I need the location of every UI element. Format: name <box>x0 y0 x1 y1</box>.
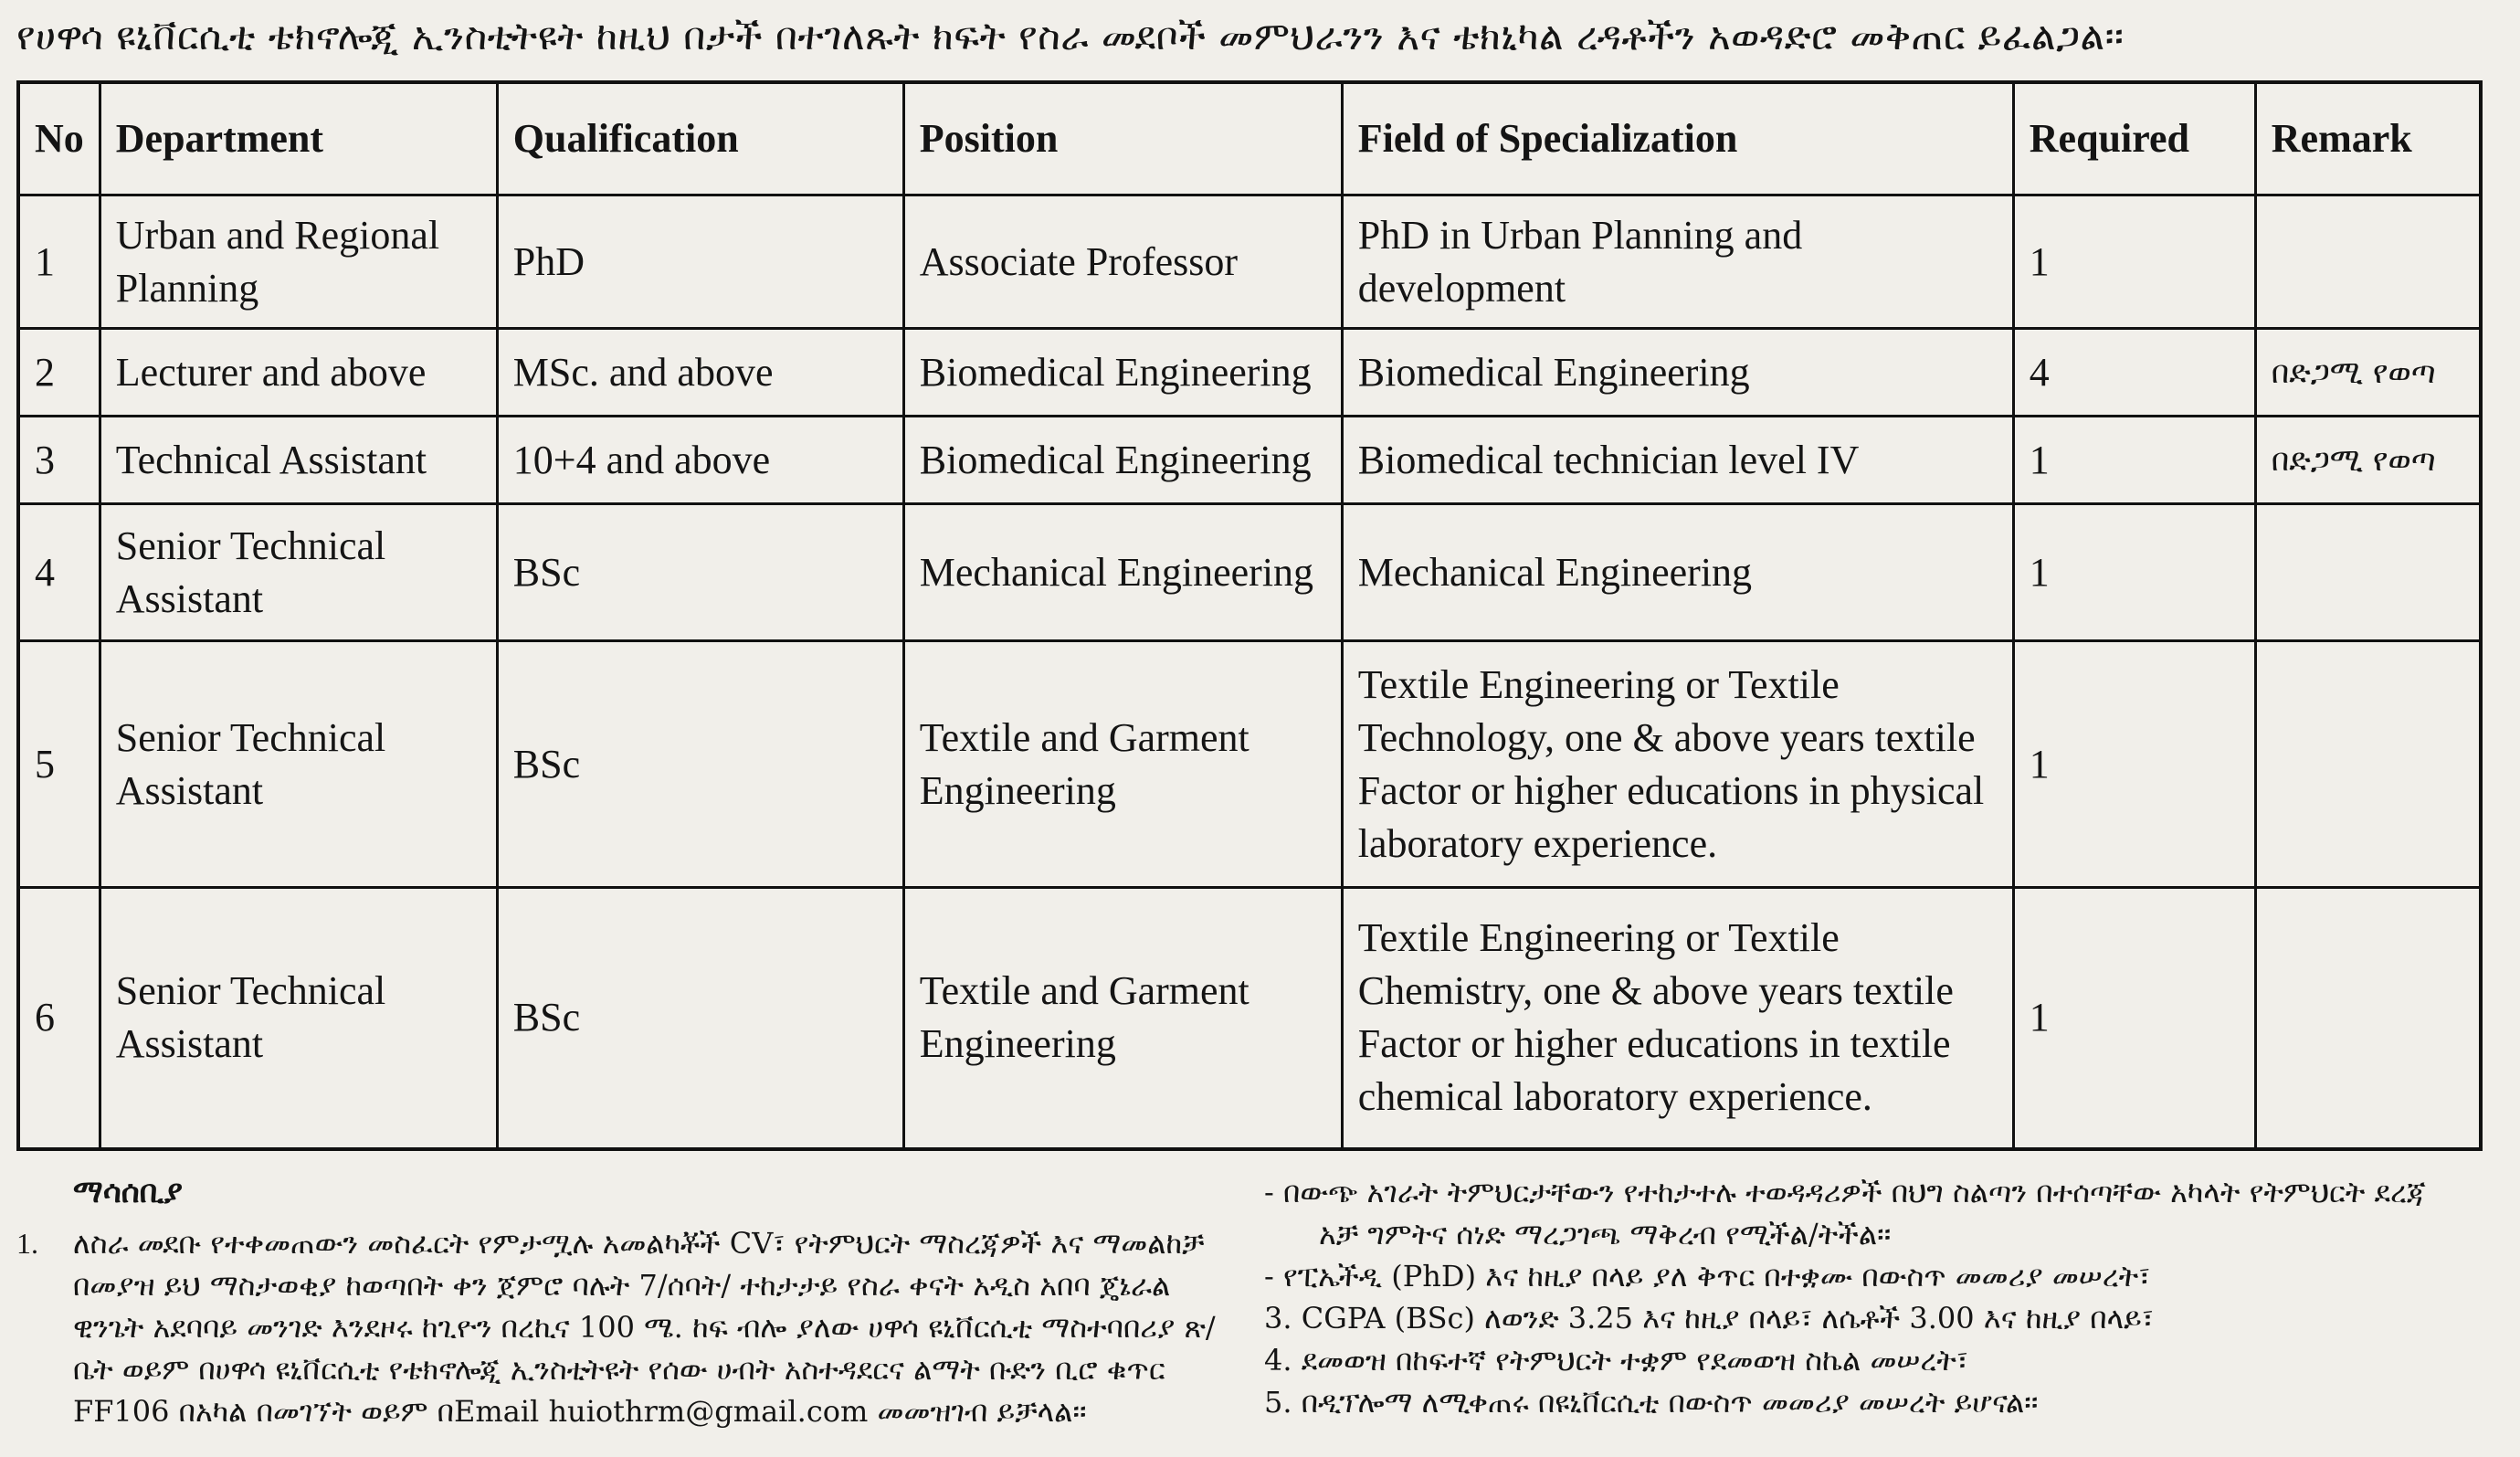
cell-position: Biomedical Engineering <box>903 417 1342 504</box>
header-qualification: Qualification <box>497 82 903 195</box>
cell-remark <box>2255 504 2481 641</box>
header-remark: Remark <box>2255 82 2481 195</box>
table-header-row <box>18 82 2481 195</box>
note-line: አቻ ግምትና ሰነድ ማረጋገጫ ማቅረብ የሚችል/ትችል፡፡ <box>1319 1217 1892 1251</box>
header-field-of-specialization: Field of Specialization <box>1342 82 2013 195</box>
cell-required: 4 <box>2013 329 2255 417</box>
cell-remark: በድጋሚ የወጣ <box>2255 329 2481 417</box>
cell-required: 1 <box>2013 888 2255 1149</box>
cell-position: Mechanical Engineering <box>903 504 1342 641</box>
cell-field: Mechanical Engineering <box>1342 504 2013 641</box>
notes-title: ማሳሰቢያ <box>73 1174 183 1210</box>
note-line: 3. CGPA (BSc) ለወንድ 3.25 እና ከዚያ በላይ፣ ለሴቶች 3.00 እና ከዚያ በላይ፣ <box>1264 1301 2154 1336</box>
note-line: 5. በዲፕሎማ ለሚቀጠሩ በዩኒቨርሲቲ በውስጥ መመሪያ መሠረት ይሆናል፡፡ <box>1264 1385 2039 1420</box>
table-row <box>18 417 2481 504</box>
cell-required: 1 <box>2013 195 2255 329</box>
cell-no: 4 <box>18 504 100 641</box>
note-item-number: 1. <box>16 1227 38 1260</box>
vacancy-table <box>16 80 2483 1151</box>
cell-department: Lecturer and above <box>100 329 497 417</box>
cell-required: 1 <box>2013 417 2255 504</box>
cell-position: Associate Professor <box>903 195 1342 329</box>
cell-qualification: BSc <box>497 504 903 641</box>
cell-remark: በድጋሚ የወጣ <box>2255 417 2481 504</box>
cell-qualification: 10+4 and above <box>497 417 903 504</box>
cell-department: Senior Technical Assistant <box>100 641 497 888</box>
cell-qualification: MSc. and above <box>497 329 903 417</box>
header-position: Position <box>903 82 1342 195</box>
table-row <box>18 641 2481 888</box>
cell-position: Biomedical Engineering <box>903 329 1342 417</box>
cell-no: 2 <box>18 329 100 417</box>
cell-no: 1 <box>18 195 100 329</box>
cell-no: 5 <box>18 641 100 888</box>
cell-remark <box>2255 195 2481 329</box>
cell-qualification: BSc <box>497 888 903 1149</box>
cell-field: Textile Engineering or Textile Technology, one & above years textile Factor or higher educations in physical laboratory experience. <box>1342 641 2013 888</box>
cell-department: Urban and Regional Planning <box>100 195 497 329</box>
cell-qualification: PhD <box>497 195 903 329</box>
cell-no: 6 <box>18 888 100 1149</box>
notes-section <box>16 1171 1240 1432</box>
cell-remark <box>2255 888 2481 1149</box>
cell-department: Senior Technical Assistant <box>100 888 497 1149</box>
cell-required: 1 <box>2013 504 2255 641</box>
note-line: - በውጭ አገራት ትምህርታቸውን የተከታተሉ ተወዳዳሪዎች በህግ ስልጣን በተሰጣቸው አካላት የትምህርት ደረጃ <box>1264 1175 2426 1209</box>
cell-department: Senior Technical Assistant <box>100 504 497 641</box>
header-no: No <box>18 82 100 195</box>
table-row <box>18 504 2481 641</box>
cell-position: Textile and Garment Engineering <box>903 888 1342 1149</box>
cell-field: Textile Engineering or Textile Chemistry, one & above years textile Factor or higher educations in textile chemical laboratory experience. <box>1342 888 2013 1149</box>
header-department: Department <box>100 82 497 195</box>
table-row <box>18 888 2481 1149</box>
cell-department: Technical Assistant <box>100 417 497 504</box>
cell-no: 3 <box>18 417 100 504</box>
header-required: Required <box>2013 82 2255 195</box>
note-item-text: ለስራ መደቡ የተቀመጠውን መስፈርት የምታሟሉ አመልካቾች CV፣ የትምህርት ማስረጃዎች እና ማመልከቻ በመያዝ ይህ ማስታወቂያ ከወጣበት ቀን ጀምሮ ባሉት 7/ሰባት/ ተከታታይ የስራ ቀናት አዲስ አበባ ጄኔራል ዊንጌት አደባባይ መንገድ እንደዞሩ ከጊዮን በረኪና 100 ሜ. ከፍ ብሎ ያለው ሀዋሳ ዩኒቨርሲቲ ማስተባበሪያ ጽ/ቤት ወይም በሀዋሳ ዩኒቨርሲቲ የቴክኖሎጂ ኢንስቲትዩት የሰው ሀብት አስተዳደርና ልማት ቡድን ቢሮ ቁጥር FF106 በአካል በመገኘት ወይም በEmail huiothrm@gmail.com መመዝገብ ይቻላል፡፡ <box>73 1226 1216 1429</box>
table-row <box>18 195 2481 329</box>
cell-field: Biomedical technician level IV <box>1342 417 2013 504</box>
cell-remark <box>2255 641 2481 888</box>
table-row <box>18 329 2481 417</box>
cell-required: 1 <box>2013 641 2255 888</box>
cell-qualification: BSc <box>497 641 903 888</box>
notes-right-column <box>1264 1171 2488 1423</box>
cell-field: Biomedical Engineering <box>1342 329 2013 417</box>
cell-position: Textile and Garment Engineering <box>903 641 1342 888</box>
note-item <box>16 1222 1240 1432</box>
note-line: 4. ደመወዝ በከፍተኛ የትምህርት ተቋም የደመወዝ ስኬል መሠረት፣ <box>1264 1343 1969 1378</box>
cell-field: PhD in Urban Planning and development <box>1342 195 2013 329</box>
advertisement-headline: የሀዋሳ ዩኒቨርሲቲ ቴክኖሎጂ ኢንስቲትዩት ከዚህ በታች በተገለጹት ክፍት የስራ መደቦች መምህራንን እና ቴክኒካል ረዳቶችን አወዳድሮ መቅጠር ይፈልጋል፡፡ <box>16 14 2125 58</box>
note-line: - የፒኤችዲ (PhD) እና ከዚያ በላይ ያለ ቅጥር በተቋሙ በውስጥ መመሪያ መሠረት፣ <box>1264 1259 2151 1293</box>
